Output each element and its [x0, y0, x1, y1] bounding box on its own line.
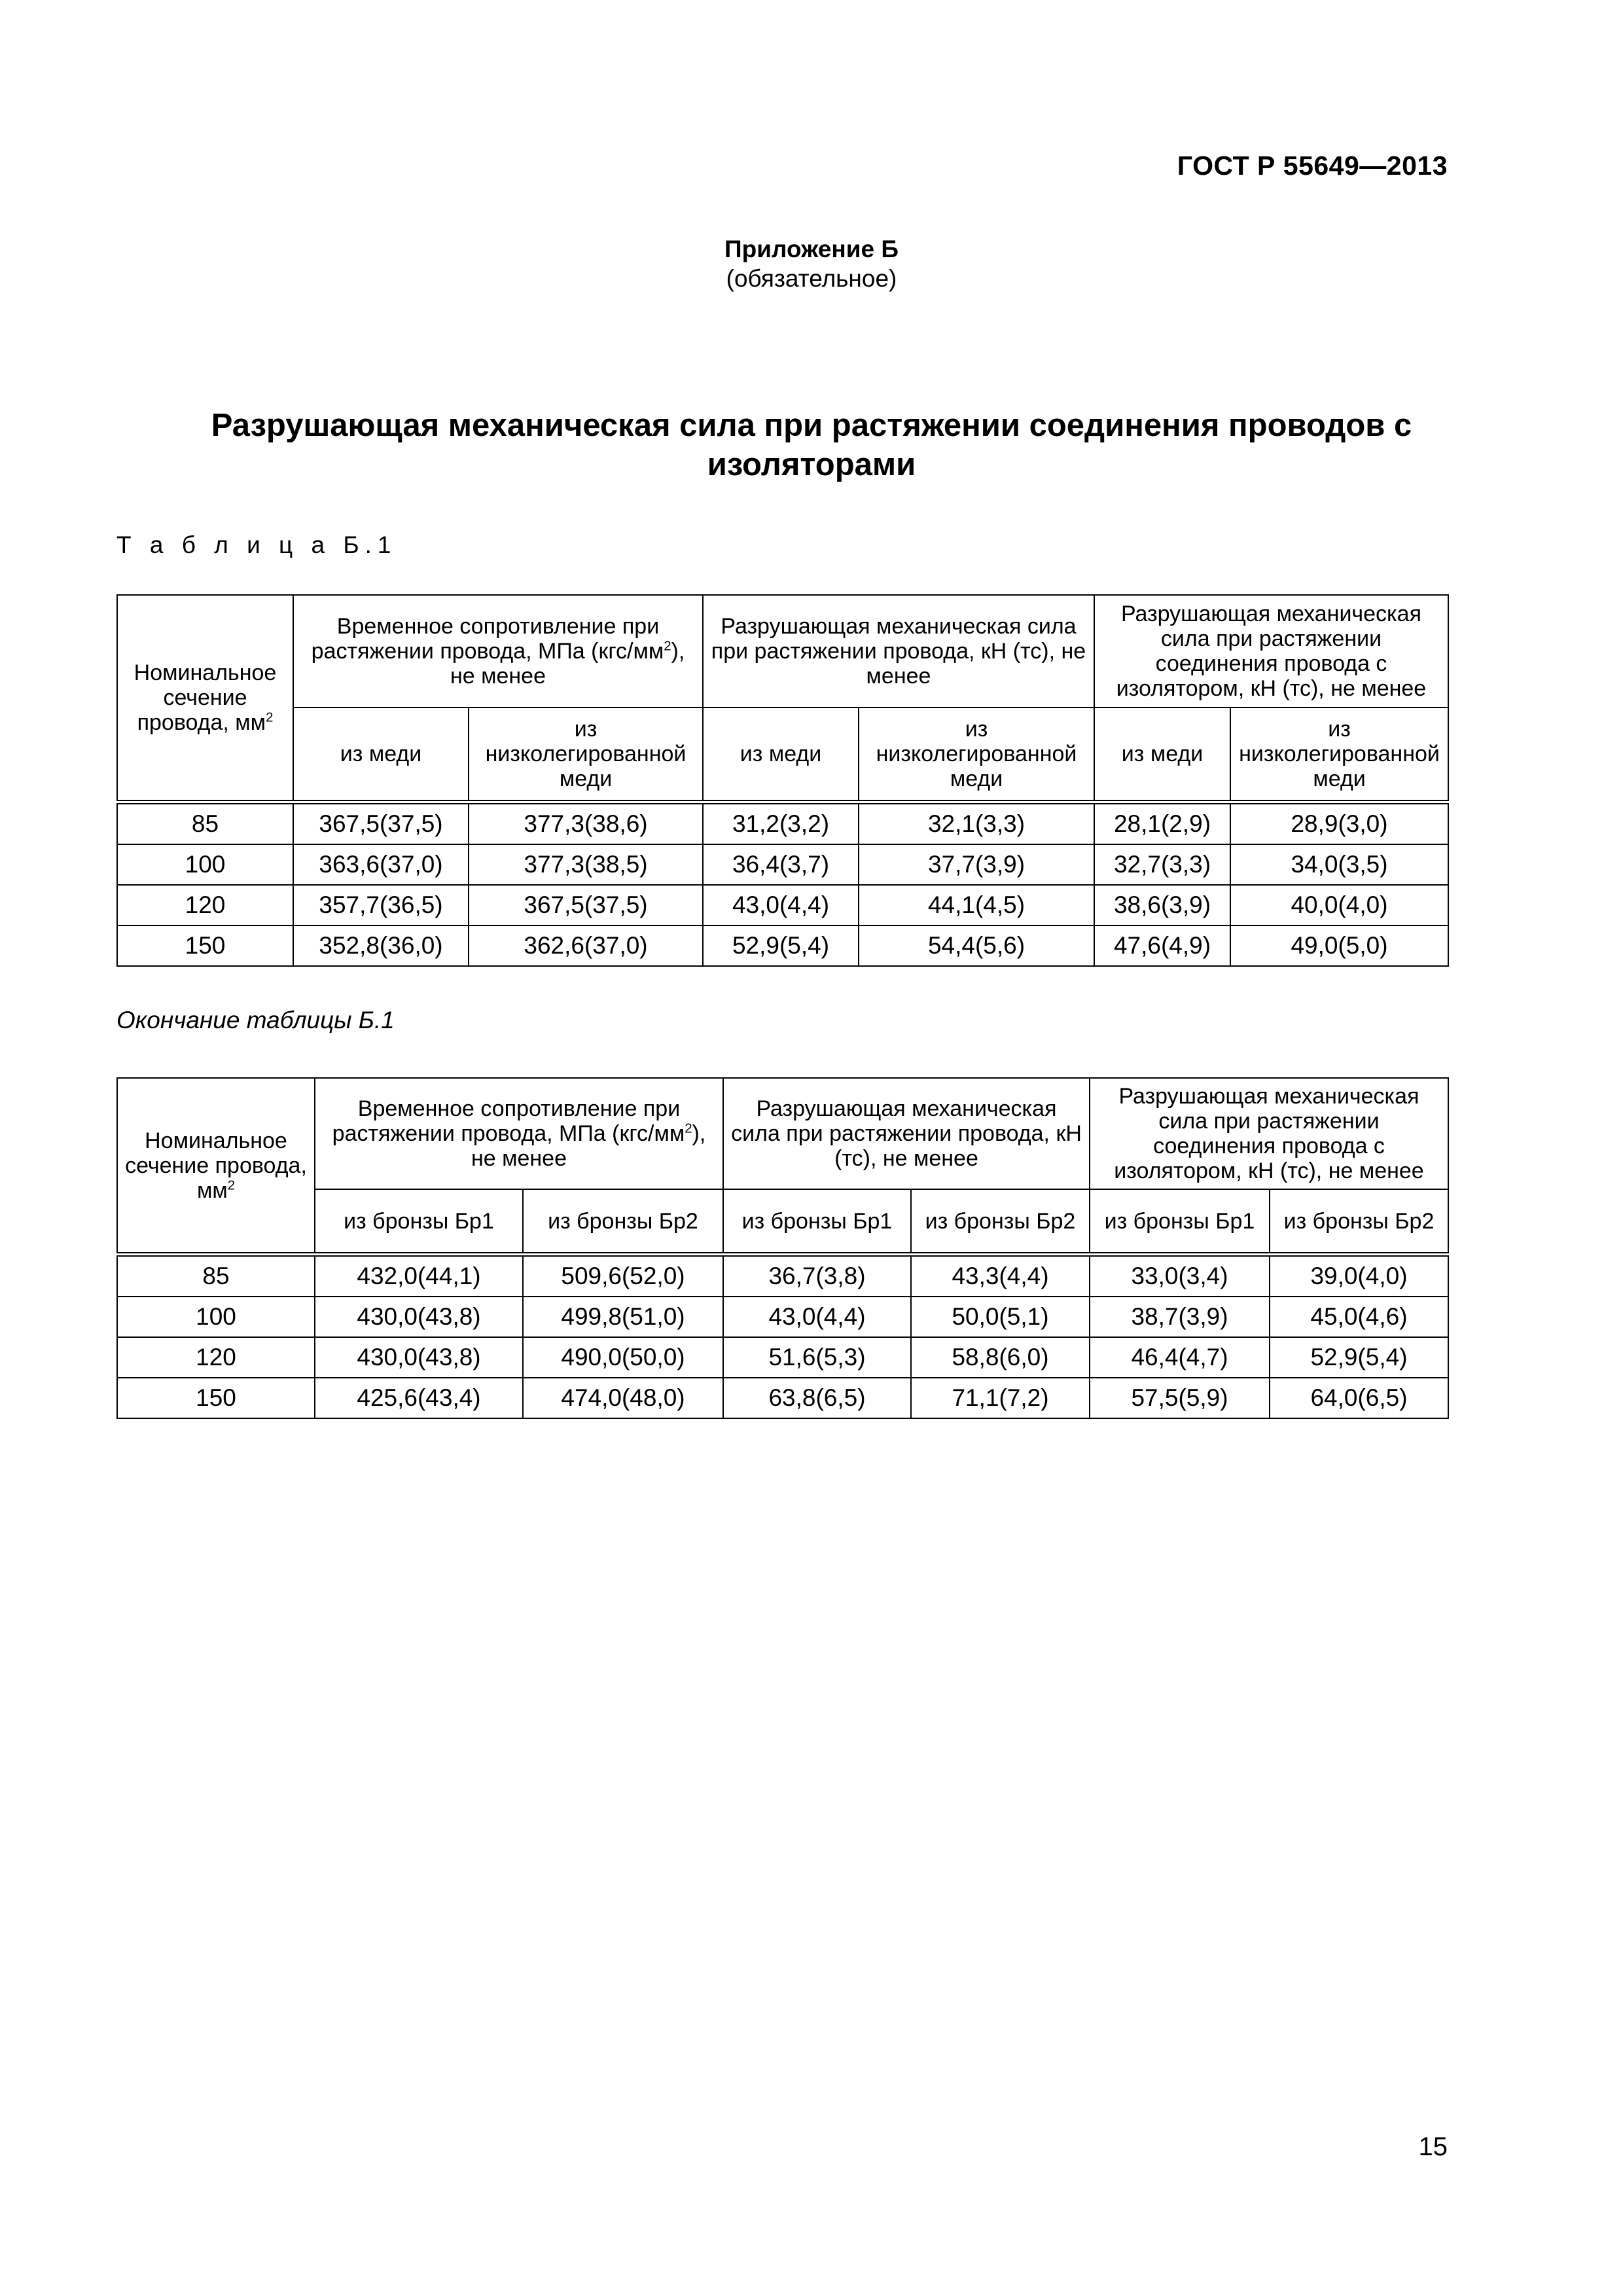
table-cell: 32,1(3,3)	[859, 802, 1094, 845]
appendix-title: Приложение Б	[724, 236, 899, 262]
page-heading: Разрушающая механическая сила при растяжении соединения проводов с изоляторами	[211, 408, 1412, 482]
table-cell: 490,0(50,0)	[523, 1337, 723, 1378]
appendix-block	[0, 234, 1623, 293]
table-cell: 31,2(3,2)	[703, 802, 859, 845]
table-cell: 58,8(6,0)	[911, 1337, 1090, 1378]
table-row	[117, 844, 1448, 885]
table-cell: 40,0(4,0)	[1230, 885, 1448, 925]
subheader-cell: из меди	[293, 708, 469, 802]
table-cell: 49,0(5,0)	[1230, 925, 1448, 966]
table-cell: 50,0(5,1)	[911, 1297, 1090, 1337]
table-row	[117, 1297, 1448, 1337]
table-cell: 52,9(5,4)	[703, 925, 859, 966]
table-cell: 367,5(37,5)	[293, 802, 469, 845]
subheader-cell: из бронзы Бр1	[1090, 1189, 1270, 1255]
header-cell-wire-breaking-force: Разрушающая механическая сила при растяжении провода, кН (тс), не менее	[703, 595, 1094, 708]
subheader-cell: из низколегированной меди	[859, 708, 1094, 802]
subheader-cell: из бронзы Бр2	[911, 1189, 1090, 1255]
subheader-cell: из низколегированной меди	[469, 708, 703, 802]
table-cell: 36,4(3,7)	[703, 844, 859, 885]
table-cell: 363,6(37,0)	[293, 844, 469, 885]
table-cell: 28,1(2,9)	[1094, 802, 1230, 845]
subheader-cell: из бронзы Бр2	[1270, 1189, 1448, 1255]
table-cell: 37,7(3,9)	[859, 844, 1094, 885]
table-b1	[116, 594, 1449, 967]
table-cell: 432,0(44,1)	[315, 1255, 523, 1297]
table-cell: 36,7(3,8)	[723, 1255, 911, 1297]
table-cell: 499,8(51,0)	[523, 1297, 723, 1337]
table-cell: 362,6(37,0)	[469, 925, 703, 966]
subheader-cell: из бронзы Бр1	[723, 1189, 911, 1255]
table-cell: 38,7(3,9)	[1090, 1297, 1270, 1337]
subheader-cell: из низколегированной меди	[1230, 708, 1448, 802]
subheader-cell: из меди	[1094, 708, 1230, 802]
table-cell: 44,1(4,5)	[859, 885, 1094, 925]
subheader-cell: из бронзы Бр2	[523, 1189, 723, 1255]
table-cell: 430,0(43,8)	[315, 1297, 523, 1337]
table-cell: 85	[117, 1255, 315, 1297]
table-cell: 377,3(38,6)	[469, 802, 703, 845]
table-row	[117, 1255, 1448, 1297]
table-cell: 45,0(4,6)	[1270, 1297, 1448, 1337]
table-cell: 150	[117, 925, 293, 966]
table-cell: 150	[117, 1378, 315, 1418]
table-row	[117, 925, 1448, 966]
header-cell-joint-breaking-force: Разрушающая механическая сила при растяжении соединения провода с изолятором, кН (тс), не менее	[1094, 595, 1448, 708]
header-cell-tensile-strength: Временное сопротивление при растяжении провода, МПа $(кгс/мм^2)$, не менее	[293, 595, 703, 708]
table-cell: 52,9(5,4)	[1270, 1337, 1448, 1378]
table-cell: 51,6(5,3)	[723, 1337, 911, 1378]
table-cell: 120	[117, 1337, 315, 1378]
table-cell: 352,8(36,0)	[293, 925, 469, 966]
table-cell: 474,0(48,0)	[523, 1378, 723, 1418]
table-cell: 377,3(38,5)	[469, 844, 703, 885]
table-cell: 63,8(6,5)	[723, 1378, 911, 1418]
header-cell-section: Номинальное сечение провода, $мм^2$	[117, 595, 293, 802]
table-label: Т а б л и ц а Б.1	[116, 531, 397, 558]
table-row	[117, 1378, 1448, 1418]
table-cell: 57,5(5,9)	[1090, 1378, 1270, 1418]
table-b1-continuation	[116, 1077, 1449, 1419]
table-cell: 28,9(3,0)	[1230, 802, 1448, 845]
header-cell-section: Номинальное сечение провода, $мм^2$	[117, 1078, 315, 1255]
table-cell: 64,0(6,5)	[1270, 1378, 1448, 1418]
table-cell: 47,6(4,9)	[1094, 925, 1230, 966]
table-cell: 367,5(37,5)	[469, 885, 703, 925]
table-cell: 509,6(52,0)	[523, 1255, 723, 1297]
table-cell: 357,7(36,5)	[293, 885, 469, 925]
subheader-cell: из бронзы Бр1	[315, 1189, 523, 1255]
table-cell: 39,0(4,0)	[1270, 1255, 1448, 1297]
table-cell: 54,4(5,6)	[859, 925, 1094, 966]
table-cell: 34,0(3,5)	[1230, 844, 1448, 885]
header-cell-joint-breaking-force: Разрушающая механическая сила при растяжении соединения провода с изолятором, кН (тс), не менее	[1090, 1078, 1448, 1189]
table-row	[117, 1337, 1448, 1378]
table-cell: 32,7(3,3)	[1094, 844, 1230, 885]
table-cell: 43,0(4,4)	[703, 885, 859, 925]
table-cell: 38,6(3,9)	[1094, 885, 1230, 925]
table-continuation-label: Окончание таблицы Б.1	[116, 1007, 395, 1033]
header-cell-tensile-strength: Временное сопротивление при растяжении провода, МПа $(кгс/мм^2)$, не менее	[315, 1078, 723, 1189]
table-cell: 33,0(3,4)	[1090, 1255, 1270, 1297]
header-cell-wire-breaking-force: Разрушающая механическая сила при растяжении провода, кН (тс), не менее	[723, 1078, 1090, 1189]
table-row	[117, 885, 1448, 925]
table-cell: 100	[117, 844, 293, 885]
table-row	[117, 802, 1448, 845]
table-cell: 71,1(7,2)	[911, 1378, 1090, 1418]
appendix-subtitle: (обязательное)	[726, 265, 897, 292]
table-cell: 100	[117, 1297, 315, 1337]
page-number: 15	[1418, 2132, 1448, 2161]
table-cell: 85	[117, 802, 293, 845]
table-cell: 120	[117, 885, 293, 925]
table-cell: 425,6(43,4)	[315, 1378, 523, 1418]
table-cell: 430,0(43,8)	[315, 1337, 523, 1378]
table-cell: 43,3(4,4)	[911, 1255, 1090, 1297]
table-cell: 46,4(4,7)	[1090, 1337, 1270, 1378]
document-code: ГОСТ Р 55649—2013	[1177, 151, 1448, 181]
table-cell: 43,0(4,4)	[723, 1297, 911, 1337]
subheader-cell: из меди	[703, 708, 859, 802]
